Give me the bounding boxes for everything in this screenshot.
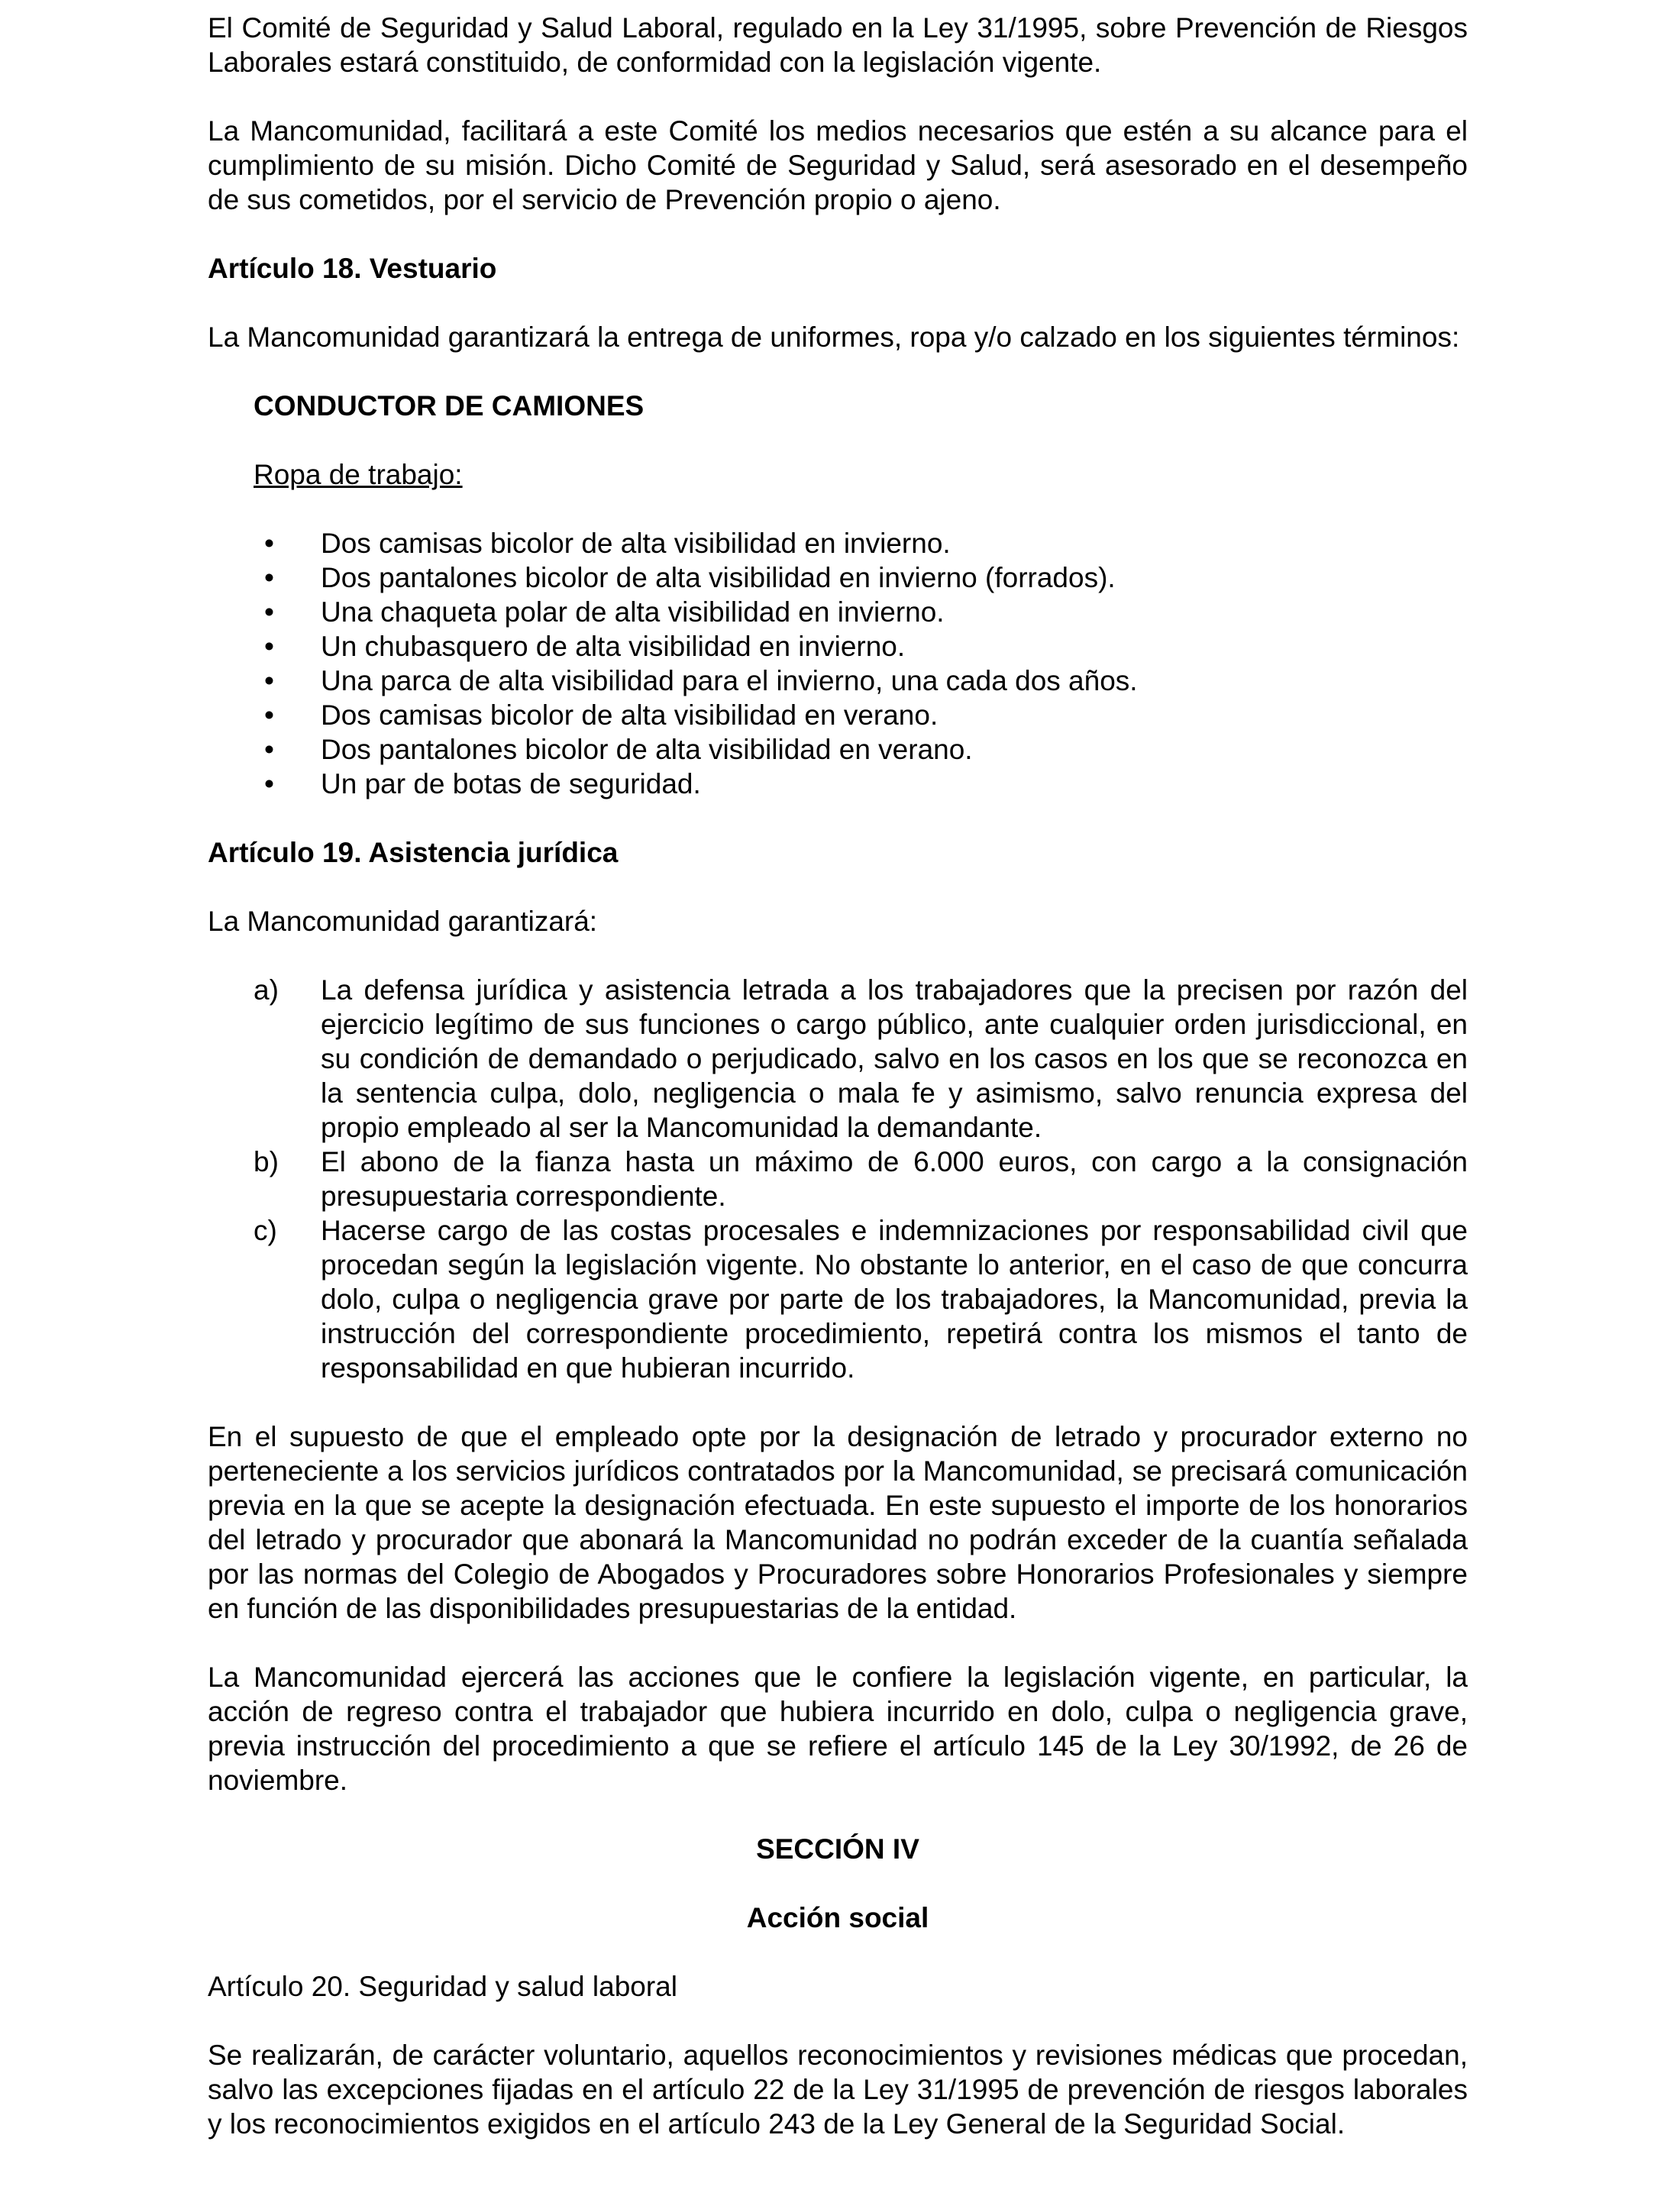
article-19-paragraph-actions: La Mancomunidad ejercerá las acciones que le confiere la legislación vigente, en particular, la acción de regreso contra el trabajador que hubiera incurrido en dolo, culpa o negligencia grave, previa instrucción del procedimiento a que se refiere el artículo 145 de la Ley 30/1992, de 26 de noviembre. xyxy=(208,1662,1468,1796)
list-marker: a) xyxy=(254,974,279,1006)
article-20-heading: Artículo 20. Seguridad y salud laboral xyxy=(208,1971,677,2002)
list-item-text: Dos camisas bicolor de alta visibilidad en verano. xyxy=(321,699,939,731)
section-title: SECCIÓN IV xyxy=(756,1833,919,1865)
list-item xyxy=(208,629,1468,664)
bullet-icon: • xyxy=(264,768,274,799)
list-item xyxy=(208,664,1468,698)
list-item-text: Dos camisas bicolor de alta visibilidad en invierno. xyxy=(321,528,951,559)
list-item-text: La defensa jurídica y asistencia letrada a los trabajadores que la precisen por razón del ejercicio legítimo de sus funciones o cargo público, ante cualquier orden jurisdiccional, en su condición de demandado o perjudicado, salvo en los casos en los que se reconozca en la sentencia culpa, dolo, negligencia o mala fe y asimismo, salvo renuncia expresa del propio empleado al ser la Mancomunidad la demandante. xyxy=(321,974,1468,1143)
paragraph-comite-constitucion: El Comité de Seguridad y Salud Laboral, regulado en la Ley 31/1995, sobre Prevención de Riesgos Laborales estará constituido, de conformidad con la legislación vigente. xyxy=(208,12,1468,78)
list-item-text: Un par de botas de seguridad. xyxy=(321,768,701,799)
article-19-paragraph-designation: En el supuesto de que el empleado opte por la designación de letrado y procurador externo no perteneciente a los servicios jurídicos contratados por la Mancomunidad, se precisará comunicación previa en la que se acepte la designación efectuada. En este supuesto el importe de los honorarios del letrado y procurador que abonará la Mancomunidad no podrán exceder de la cuantía señalada por las normas del Colegio de Abogados y Procuradores sobre Honorarios Profesionales y siempre en función de las disponibilidades presupuestarias de la entidad. xyxy=(208,1421,1468,1624)
list-item-text: Un chubasquero de alta visibilidad en invierno. xyxy=(321,631,906,662)
clothing-list xyxy=(208,526,1468,801)
list-item xyxy=(208,767,1468,801)
list-item xyxy=(208,526,1468,560)
list-item xyxy=(208,1145,1468,1213)
section-subtitle: Acción social xyxy=(746,1902,929,1933)
article-18-subheading: CONDUCTOR DE CAMIONES xyxy=(254,390,645,421)
article-18-intro: La Mancomunidad garantizará la entrega de uniformes, ropa y/o calzado en los siguientes términos: xyxy=(208,321,1460,353)
list-item-text: El abono de la fianza hasta un máximo de 6.000 euros, con cargo a la consignación presupuestaria correspondiente. xyxy=(321,1146,1468,1212)
article-20-paragraph: Se realizarán, de carácter voluntario, aquellos reconocimientos y revisiones médicas que procedan, salvo las excepciones fijadas en el artículo 22 de la Ley 31/1995 de prevención de riesgos laborales y los reconocimientos exigidos en el artículo 243 de la Ley General de la Seguridad Social. xyxy=(208,2040,1468,2140)
bullet-icon: • xyxy=(264,596,274,628)
article-19-heading: Artículo 19. Asistencia jurídica xyxy=(208,837,619,868)
article-19-intro: La Mancomunidad garantizará: xyxy=(208,906,598,937)
list-item xyxy=(208,595,1468,629)
bullet-icon: • xyxy=(264,734,274,765)
bullet-icon: • xyxy=(264,631,274,662)
bullet-icon: • xyxy=(264,699,274,731)
bullet-icon: • xyxy=(264,528,274,559)
list-item xyxy=(208,560,1468,595)
list-item xyxy=(208,698,1468,732)
bullet-icon: • xyxy=(264,665,274,696)
list-item-text: Dos pantalones bicolor de alta visibilidad en verano. xyxy=(321,734,973,765)
list-item xyxy=(208,973,1468,1145)
list-item-text: Dos pantalones bicolor de alta visibilidad en invierno (forrados). xyxy=(321,562,1116,593)
legal-assistance-list xyxy=(208,973,1468,1385)
document-page xyxy=(208,11,1468,2141)
list-item-text: Hacerse cargo de las costas procesales e indemnizaciones por responsabilidad civil que procedan según la legislación vigente. No obstante lo anterior, en el caso de que concurra dolo, culpa o negligencia grave por parte de los trabajadores, la Mancomunidad, previa la instrucción del correspondiente procedimiento, repetirá contra los mismos el tanto de responsabilidad en que hubieran incurrido. xyxy=(321,1215,1468,1384)
list-marker: c) xyxy=(254,1215,277,1246)
article-18-heading: Artículo 18. Vestuario xyxy=(208,253,497,284)
list-item-text: Una parca de alta visibilidad para el invierno, una cada dos años. xyxy=(321,665,1138,696)
paragraph-comite-medios: La Mancomunidad, facilitará a este Comité los medios necesarios que estén a su alcance para el cumplimiento de su misión. Dicho Comité de Seguridad y Salud, será asesorado en el desempeño de sus cometidos, por el servicio de Prevención propio o ajeno. xyxy=(208,115,1468,215)
sublabel-text: Ropa de trabajo: xyxy=(254,459,463,490)
list-item-text: Una chaqueta polar de alta visibilidad en invierno. xyxy=(321,596,945,628)
list-marker: b) xyxy=(254,1146,279,1177)
list-item xyxy=(208,732,1468,767)
bullet-icon: • xyxy=(264,562,274,593)
list-item xyxy=(208,1213,1468,1385)
article-18-sublabel xyxy=(254,457,1468,492)
